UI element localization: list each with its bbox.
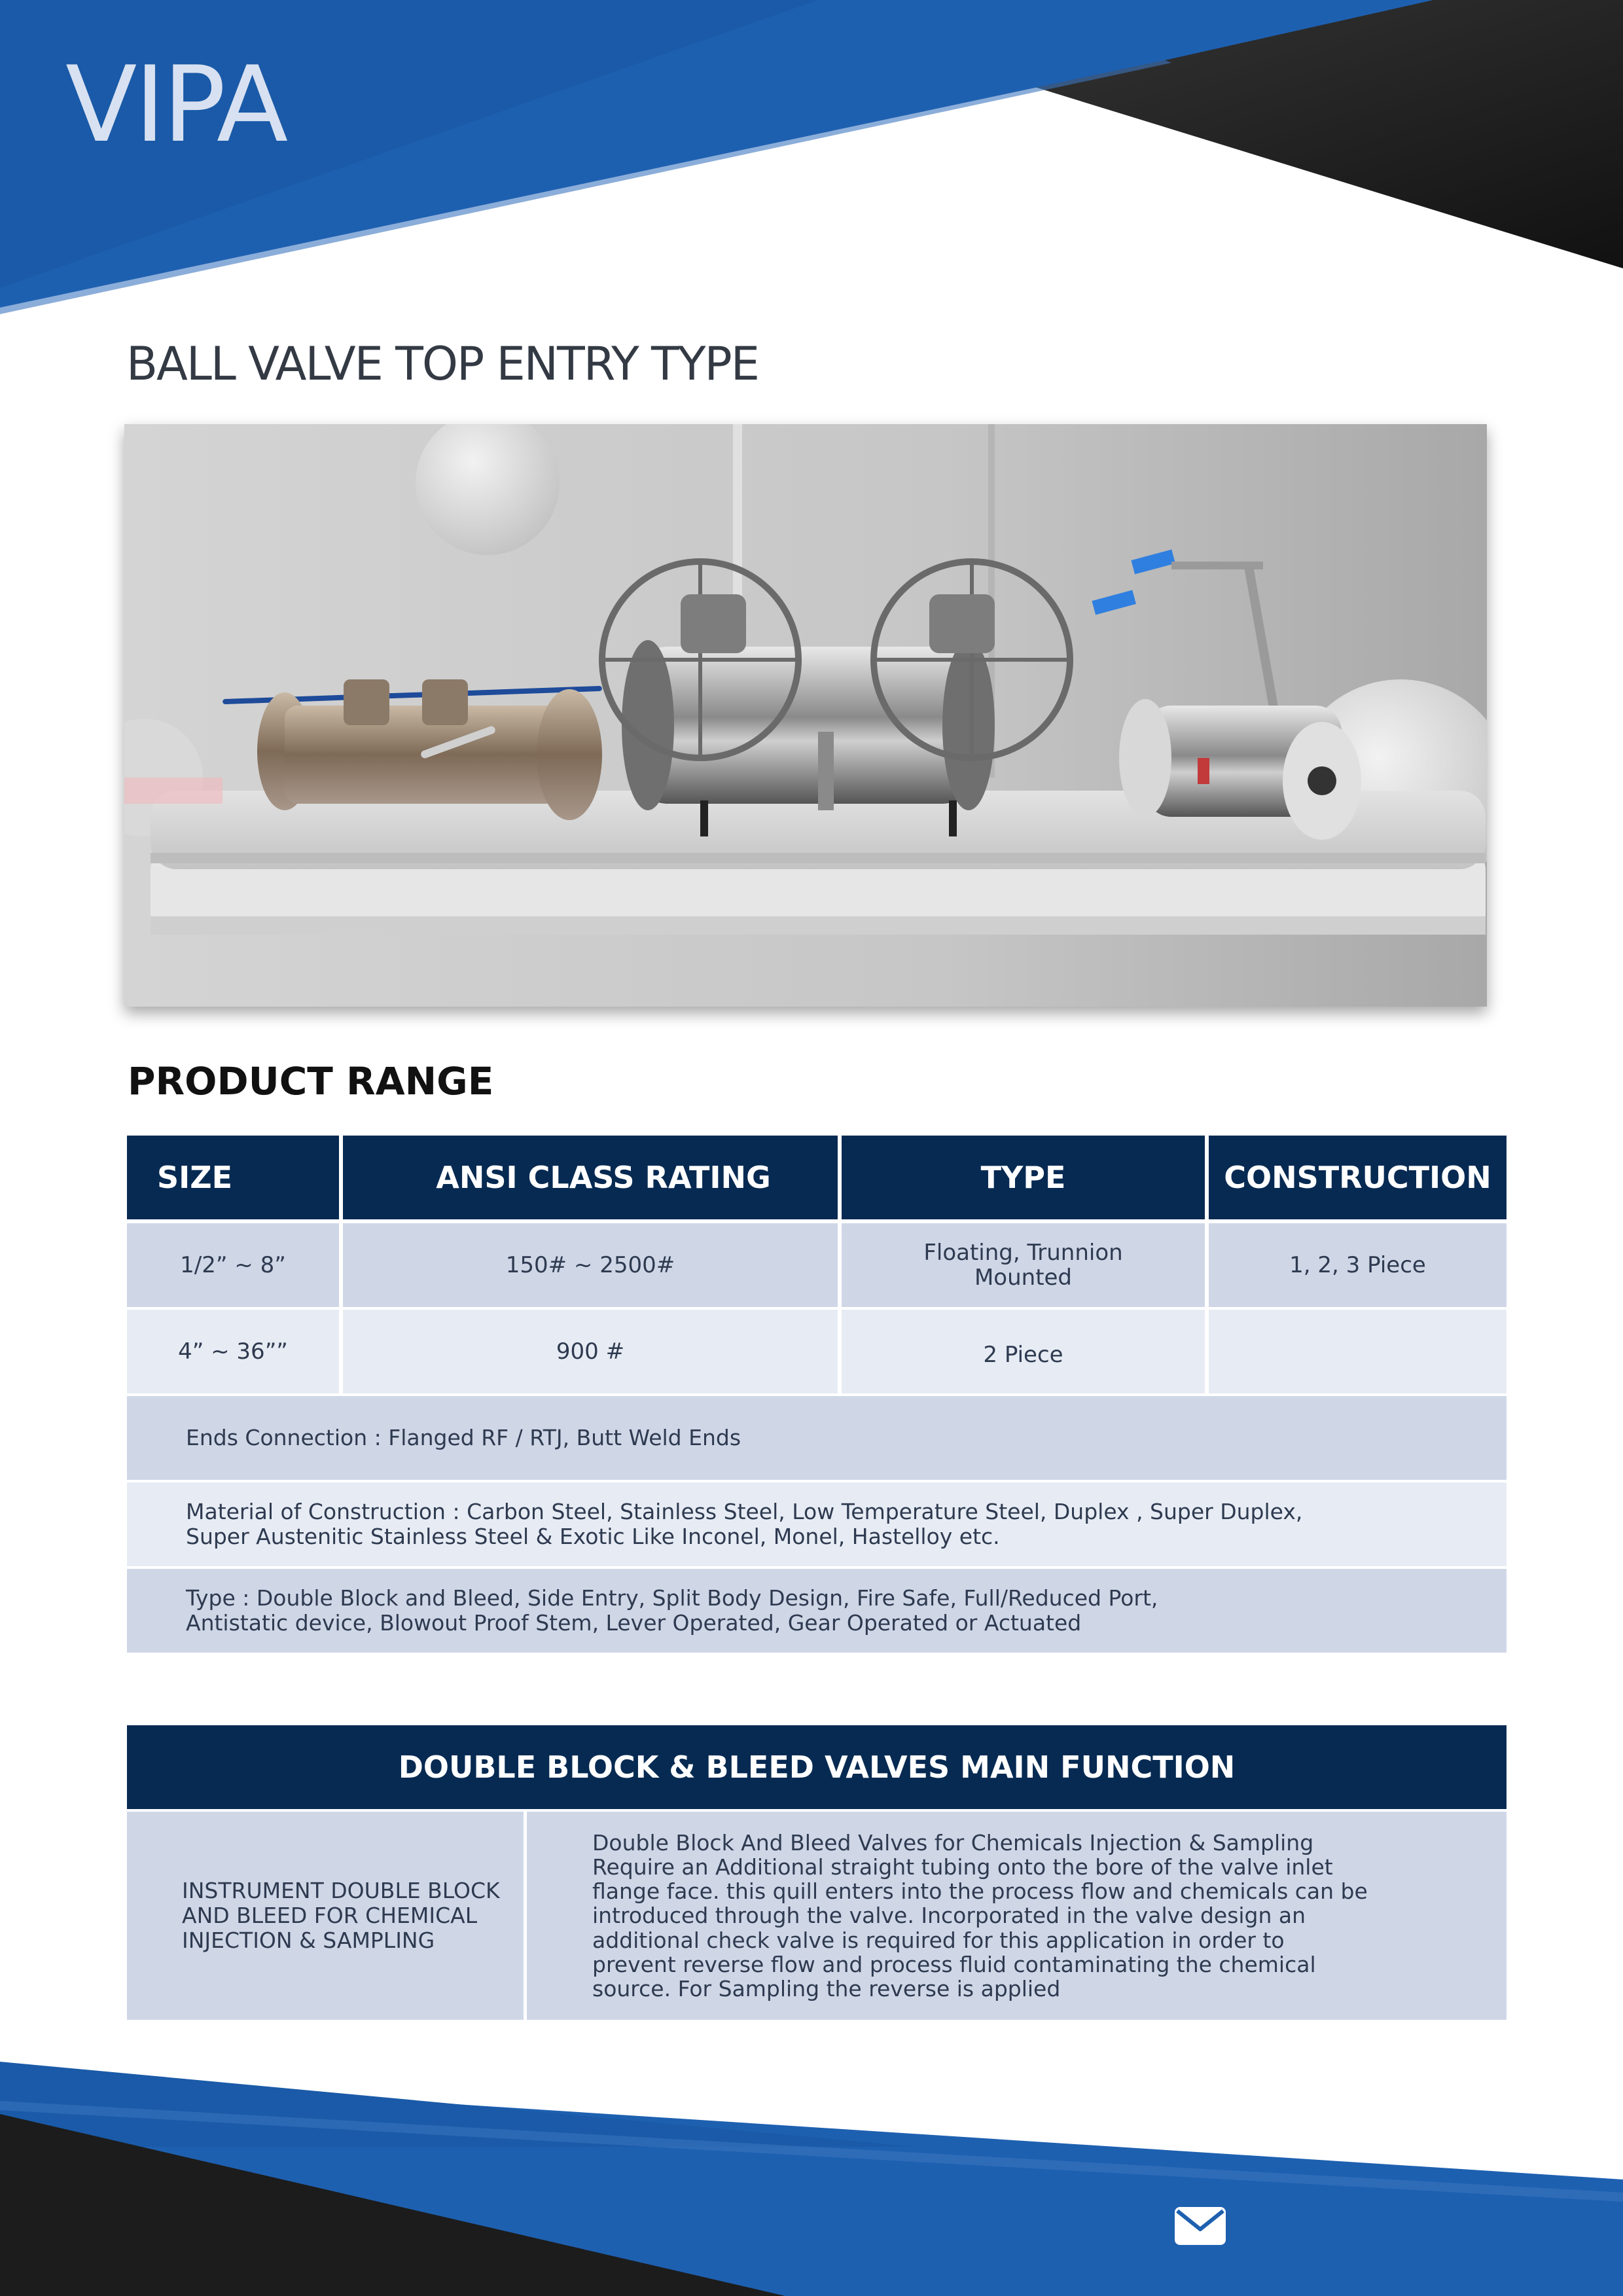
type-row [127,1569,1507,1653]
function-description-line: flange face. this quill enters into the process flow and chemicals can be [592,1878,1368,1905]
material-row [127,1482,1507,1566]
type-row-line-1: Type : Double Block and Bleed, Side Entry, Split Body Design, Fire Safe, Full/Reduced Port, [186,1585,1158,1611]
table-cell-type: 2 Piece [842,1310,1205,1393]
function-left-line: AND BLEED FOR CHEMICAL [182,1903,478,1929]
type-line-1: Floating, Trunnion [923,1239,1123,1266]
column-header-ansi-class-rating: ANSI CLASS RATING [343,1136,838,1219]
page-title: BALL VALVE TOP ENTRY TYPE [126,337,758,391]
ends-connection-row [127,1396,1507,1480]
table-cell-size: 4” ~ 36”” [127,1310,339,1393]
footer-banner [0,2062,1623,2296]
column-header-size: SIZE [127,1136,339,1219]
mail-icon[interactable] [1175,2207,1226,2245]
valve-product-photo [124,424,1487,1007]
column-header-type: TYPE [842,1136,1205,1219]
type-line-2: Mounted [974,1265,1073,1291]
table-cell-rating: 900 # [343,1310,838,1393]
function-description-line: source. For Sampling the reverse is applied [592,1976,1061,2002]
function-left-cell [127,1812,524,2020]
column-header-construction: CONSTRUCTION [1209,1136,1507,1219]
function-section-title: DOUBLE BLOCK & BLEED VALVES MAIN FUNCTION [127,1725,1507,1809]
function-description-line: Require an Additional straight tubing onto the bore of the valve inlet [592,1854,1333,1880]
function-left-line: INJECTION & SAMPLING [182,1927,435,1953]
table-cell-type [842,1223,1205,1307]
product-range-table [127,1136,1507,1654]
function-description-line: prevent reverse flow and process fluid contaminating the chemical [592,1951,1316,1977]
hero-image [124,424,1487,1007]
function-description-line: introduced through the valve. Incorporated in the valve design an [592,1903,1306,1929]
function-description-line: additional check valve is required for this application in order to [592,1927,1285,1953]
brand-logo: VIPA [65,43,286,166]
section-title-product-range: PRODUCT RANGE [128,1059,494,1103]
table-cell-size: 1/2” ~ 8” [127,1223,339,1307]
table-cell-rating: 150# ~ 2500# [343,1223,838,1307]
ends-connection-text: Ends Connection : Flanged RF / RTJ, Butt Weld Ends [186,1425,741,1451]
material-line-1: Material of Construction : Carbon Steel, Stainless Steel, Low Temperature Steel, Duplex , Super Duplex, [186,1499,1303,1525]
type-row-line-2: Antistatic device, Blowout Proof Stem, Lever Operated, Gear Operated or Actuated [186,1610,1082,1636]
function-left-line: INSTRUMENT DOUBLE BLOCK [182,1878,500,1904]
table-cell-construction [1209,1310,1507,1393]
function-description-cell [527,1812,1507,2020]
table-cell-construction: 1, 2, 3 Piece [1209,1223,1507,1307]
function-description-line: Double Block And Bleed Valves for Chemicals Injection & Sampling [592,1829,1314,1856]
material-line-2: Super Austenitic Stainless Steel & Exotic Like Inconel, Monel, Hastelloy etc. [186,1524,1000,1549]
